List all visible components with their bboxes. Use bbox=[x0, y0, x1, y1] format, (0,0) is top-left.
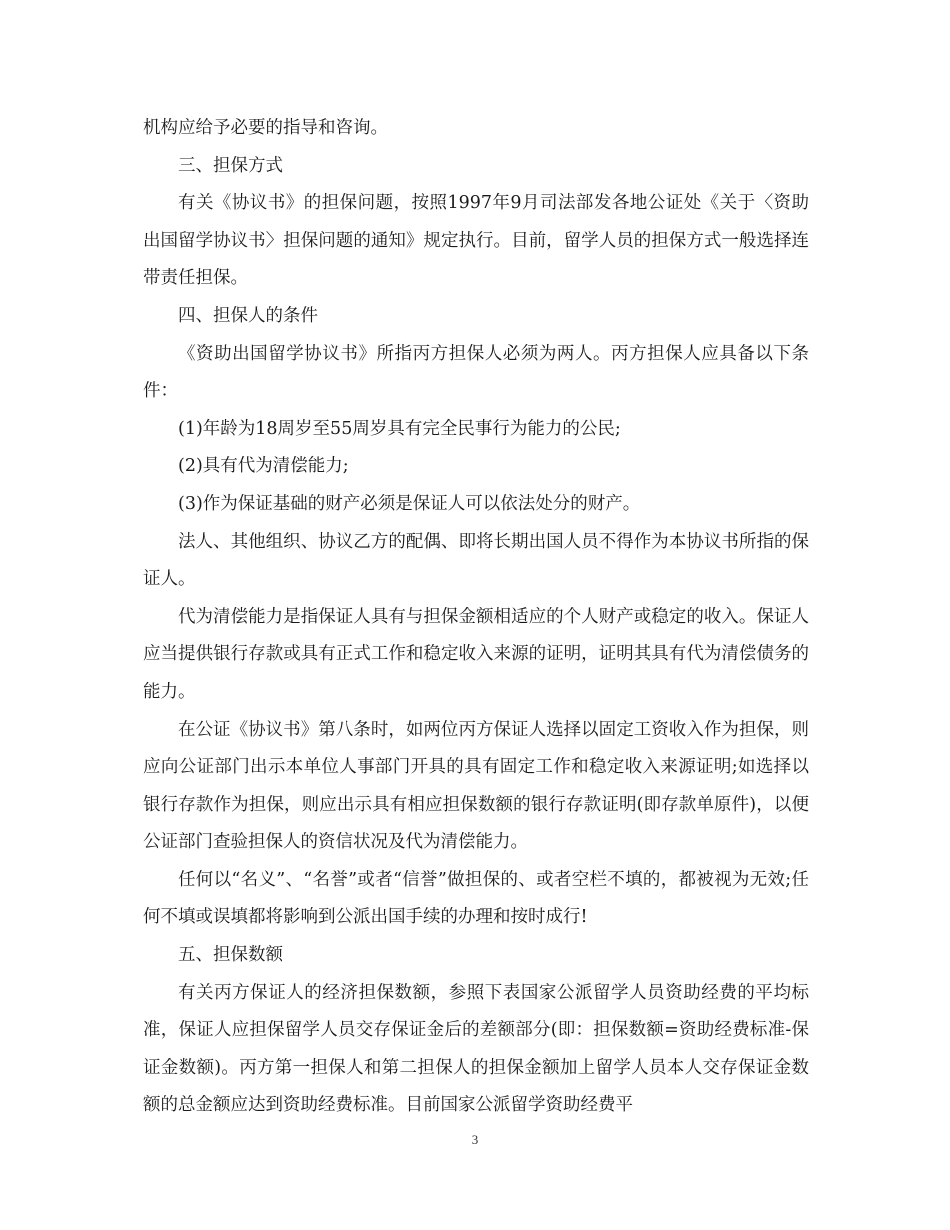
paragraph: 法人、其他组织、协议乙方的配偶、即将长期出国人员不得作为本协议书所指的保证人。 bbox=[143, 531, 809, 590]
document-body bbox=[143, 110, 809, 1125]
paragraph: 有关丙方保证人的经济担保数额，参照下表国家公派留学人员资助经费的平均标准，保证人应担保留学人员交存保证金后的差额部分(即：担保数额=资助经费标准-保证金数额)。丙方第一担保人和第二担保人的担保金额加上留学人员本人交存保证金数额的总金额应达到资助经费标准。目前国家公派留学资助经费平 bbox=[143, 982, 809, 1116]
section-heading-guarantee-method: 三、担保方式 bbox=[178, 155, 283, 176]
page-number: 3 bbox=[471, 1132, 479, 1147]
paragraph: 任何以“名义”、“名誉”或者“信誉”做担保的、或者空栏不填的，都被视为无效;任何不填或误填都将影响到公派出国手续的办理和按时成行! bbox=[143, 869, 809, 928]
paragraph: 在公证《协议书》第八条时，如两位丙方保证人选择以固定工资收入作为担保，则应向公证部门出示本单位人事部门开具的具有固定工作和稳定收入来源证明;如选择以银行存款作为担保，则应出示具有相应担保数额的银行存款证明(即存款单原件)，以便公证部门查验担保人的资信状况及代为清偿能力。 bbox=[143, 719, 809, 853]
paragraph: 《资助出国留学协议书》所指丙方担保人必须为两人。丙方担保人应具备以下条件： bbox=[143, 343, 809, 402]
paragraph: 代为清偿能力是指保证人具有与担保金额相适应的个人财产或稳定的收入。保证人应当提供银行存款或具有正式工作和稳定收入来源的证明，证明其具有代为清偿债务的能力。 bbox=[143, 606, 809, 702]
list-item: (3)作为保证基础的财产必须是保证人可以依法处分的财产。 bbox=[178, 493, 641, 514]
list-item: (2)具有代为清偿能力; bbox=[178, 456, 349, 477]
paragraph: 有关《协议书》的担保问题，按照1997年9月司法部发各地公证处《关于〈资助出国留学协议书〉担保问题的通知》规定执行。目前，留学人员的担保方式一般选择连带责任担保。 bbox=[143, 193, 809, 289]
list-item: (1)年龄为18周岁至55周岁具有完全民事行为能力的公民; bbox=[178, 418, 621, 439]
section-heading-guarantor-conditions: 四、担保人的条件 bbox=[178, 305, 318, 326]
section-heading-guarantee-amount: 五、担保数额 bbox=[178, 945, 283, 966]
paragraph-continuation: 机构应给予必要的指导和咨询。 bbox=[143, 118, 388, 138]
